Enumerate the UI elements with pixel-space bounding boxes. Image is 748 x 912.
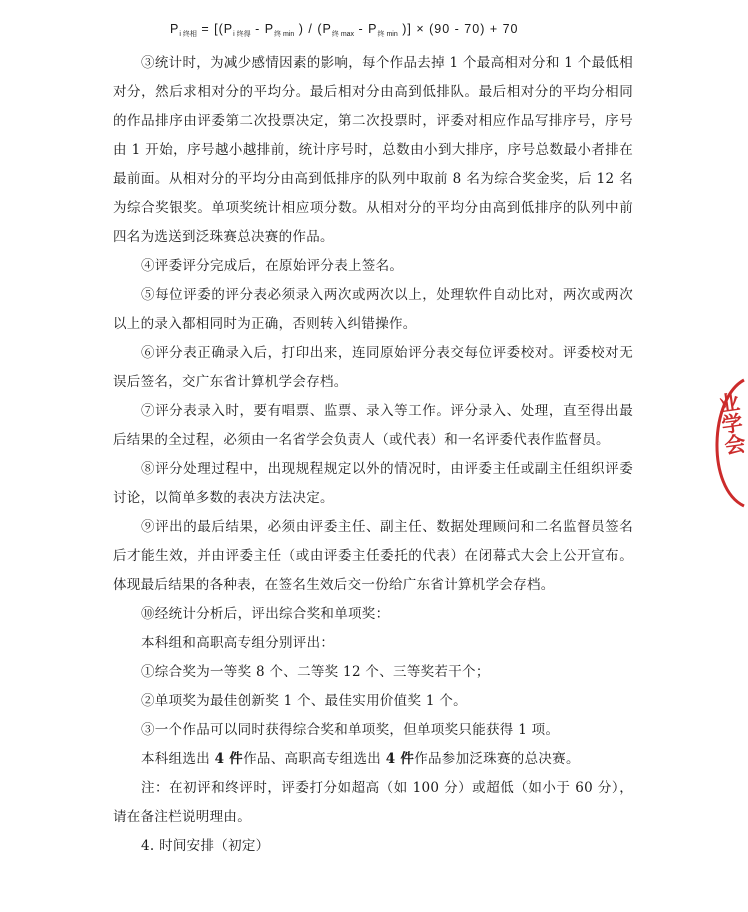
seal-text: 业学会 xyxy=(714,390,748,457)
official-seal-stamp xyxy=(700,378,748,508)
final-selection-line: 本科组选出 4 件作品、高职高专组选出 4 件作品参加泛珠赛的总决赛。 xyxy=(141,751,580,767)
scoring-note: 注：在初评和终评时，评委打分如超高（如 100 分）或超低（如小于 60 分），请在备注栏说明理由。 xyxy=(113,780,633,825)
rule-paragraph-4: ④评委评分完成后，在原始评分表上签名。 xyxy=(141,258,404,274)
rule-paragraph-7: ⑦评分表录入时，要有唱票、监票、录入等工作。评分录入、处理，直至得出最后结果的全过程，必须由一名省学会负责人（或代表）和一名评委代表作监督员。 xyxy=(113,403,633,448)
section-heading: 4. 时间安排（初定） xyxy=(141,838,270,854)
rule-paragraph-10: ⑩经统计分析后，评出综合奖和单项奖： xyxy=(141,606,390,622)
rule-paragraph-8: ⑧评分处理过程中，出现规程规定以外的情况时，由评委主任或副主任组织评委讨论，以简单多数的表决方法决定。 xyxy=(113,461,633,506)
scoring-rules-text xyxy=(113,49,633,861)
rule-paragraph-3: ③统计时，为减少感情因素的影响，每个作品去掉 1 个最高相对分和 1 个最低相对分，然后求相对分的平均分。最后相对分由高到低排队。最后相对分的平均分相同的作品排序由评委第二次投票决定，第二次投票时，评委对相应作品写排序号，序号由 1 开始，序号越小越排前，统计序号时，总数由小到大排序，序号总数最小者排在最前面。从相对分的平均分由高到低排序的队列中取前 8 名为综合奖金奖，后 12 名为综合奖银奖。单项奖统计相应项分数。从相对分的平均分由高到低排序的队列中前四名为选送到泛珠赛总决赛的作品。 xyxy=(113,55,633,245)
award-item-2: ②单项奖为最佳创新奖 1 个、最佳实用价值奖 1 个。 xyxy=(141,693,467,709)
relative-score-formula: $P_{i 终相} = [(P_{i 终得} - P_{终 min}$ ) / ($P_{终 max} - P_{终 min}$ )] × (90 - 70) + 70 xyxy=(170,22,519,38)
rule-paragraph-5: ⑤每位评委的评分表必须录入两次或两次以上，处理软件自动比对，两次或两次以上的录入都相同时为正确，否则转入纠错操作。 xyxy=(113,287,633,332)
award-item-1: ①综合奖为一等奖 8 个、二等奖 12 个、三等奖若干个； xyxy=(141,664,490,680)
award-item-3: ③一个作品可以同时获得综合奖和单项奖，但单项奖只能获得 1 项。 xyxy=(141,722,560,738)
award-groups-line: 本科组和高职高专组分别评出： xyxy=(141,635,335,651)
rule-paragraph-6: ⑥评分表正确录入后，打印出来，连同原始评分表交每位评委校对。评委校对无误后签名，交广东省计算机学会存档。 xyxy=(113,345,633,390)
rule-paragraph-9: ⑨评出的最后结果，必须由评委主任、副主任、数据处理顾问和二名监督员签名后才能生效，并由评委主任（或由评委主任委托的代表）在闭幕式大会上公开宣布。体现最后结果的各种表，在签名生效后交一份给广东省计算机学会存档。 xyxy=(113,519,633,593)
